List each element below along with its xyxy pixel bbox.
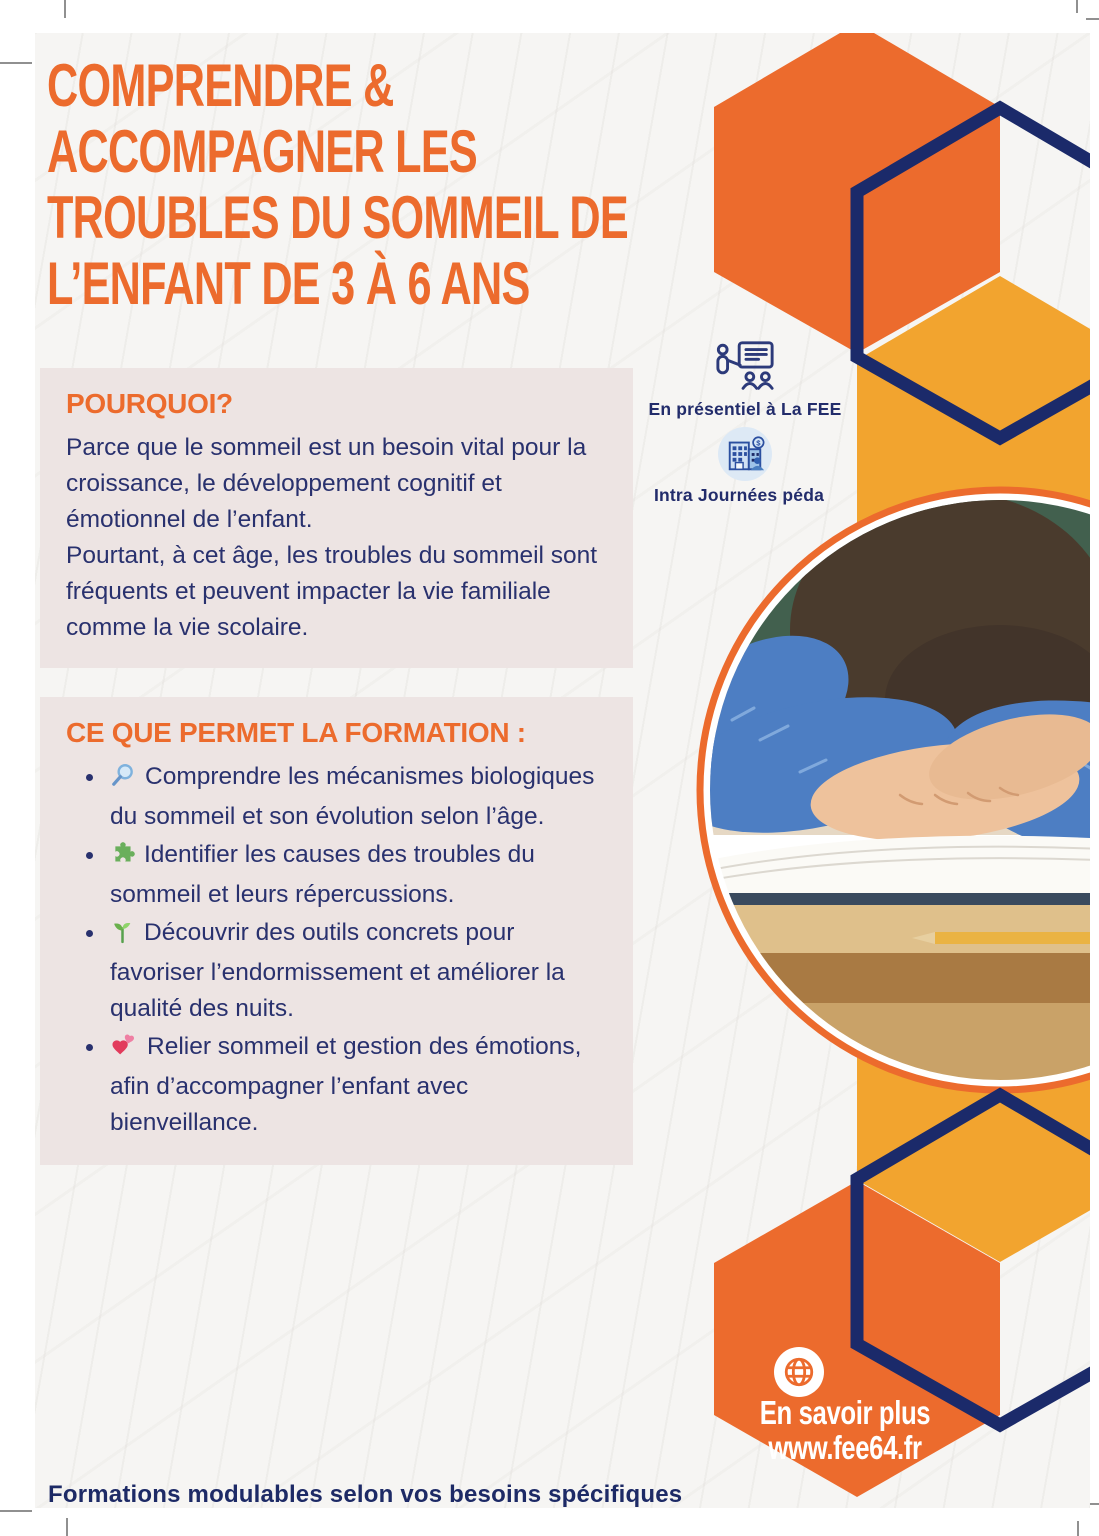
cta-line1: En savoir plus bbox=[759, 1394, 931, 1431]
presenter-icon bbox=[714, 340, 776, 401]
seedling-icon bbox=[110, 919, 135, 955]
formation-heading: CE QUE PERMET LA FORMATION : bbox=[66, 717, 526, 748]
title-line: ACCOMPAGNER LES bbox=[47, 118, 478, 185]
flyer bbox=[35, 33, 1090, 1508]
list-item bbox=[66, 759, 607, 835]
magnifier-icon bbox=[110, 762, 136, 799]
globe-icon bbox=[774, 1347, 824, 1397]
poster-title bbox=[47, 53, 628, 317]
list-item bbox=[66, 915, 607, 1027]
footer-note: Formations modulables selon vos besoins spécifiques bbox=[48, 1481, 683, 1508]
mode-label: Intra Journées péda bbox=[653, 485, 825, 505]
child-sleeping-photo bbox=[648, 490, 1090, 1093]
building-icon bbox=[718, 427, 772, 481]
pourquoi-paragraph: Parce que le sommeil est un besoin vital pour la croissance, le développement cognitif et émotionnel de l’enfant. bbox=[66, 434, 587, 533]
pourquoi-heading: POURQUOI? bbox=[66, 388, 233, 419]
pourquoi-paragraph: Pourtant, à cet âge, les troubles du sommeil sont fréquents et peuvent impacter la vie familiale comme la vie scolaire. bbox=[66, 542, 598, 641]
mode-label: En présentiel à La FEE bbox=[648, 399, 842, 419]
list-item-text: Découvrir des outils concrets pour favoriser l’endormissement et améliorer la qualité des nuits. bbox=[110, 919, 565, 1022]
list-item bbox=[66, 1029, 607, 1141]
list-item-text: Identifier les causes des troubles du sommeil et leurs répercussions. bbox=[110, 841, 535, 908]
cta-link: www.fee64.fr bbox=[768, 1429, 922, 1466]
puzzle-icon bbox=[110, 841, 135, 877]
two-hearts-icon bbox=[110, 1033, 138, 1069]
list-item-text: Comprendre les mécanismes biologiques du sommeil et son évolution selon l’âge. bbox=[110, 763, 595, 830]
cta-text bbox=[666, 1395, 1025, 1465]
list-item-text: Relier sommeil et gestion des émotions, afin d’accompagner l’enfant avec bienveillance. bbox=[110, 1033, 582, 1136]
list-item bbox=[66, 837, 607, 913]
title-line: COMPRENDRE & bbox=[47, 52, 394, 119]
formation-panel bbox=[40, 697, 633, 1165]
formation-list bbox=[66, 759, 607, 1141]
title-line: L’ENFANT DE 3 À 6 ANS bbox=[47, 250, 530, 317]
title-line: TROUBLES DU SOMMEIL DE bbox=[47, 184, 628, 251]
pourquoi-panel bbox=[40, 368, 633, 668]
svg-text:$: $ bbox=[756, 438, 761, 448]
